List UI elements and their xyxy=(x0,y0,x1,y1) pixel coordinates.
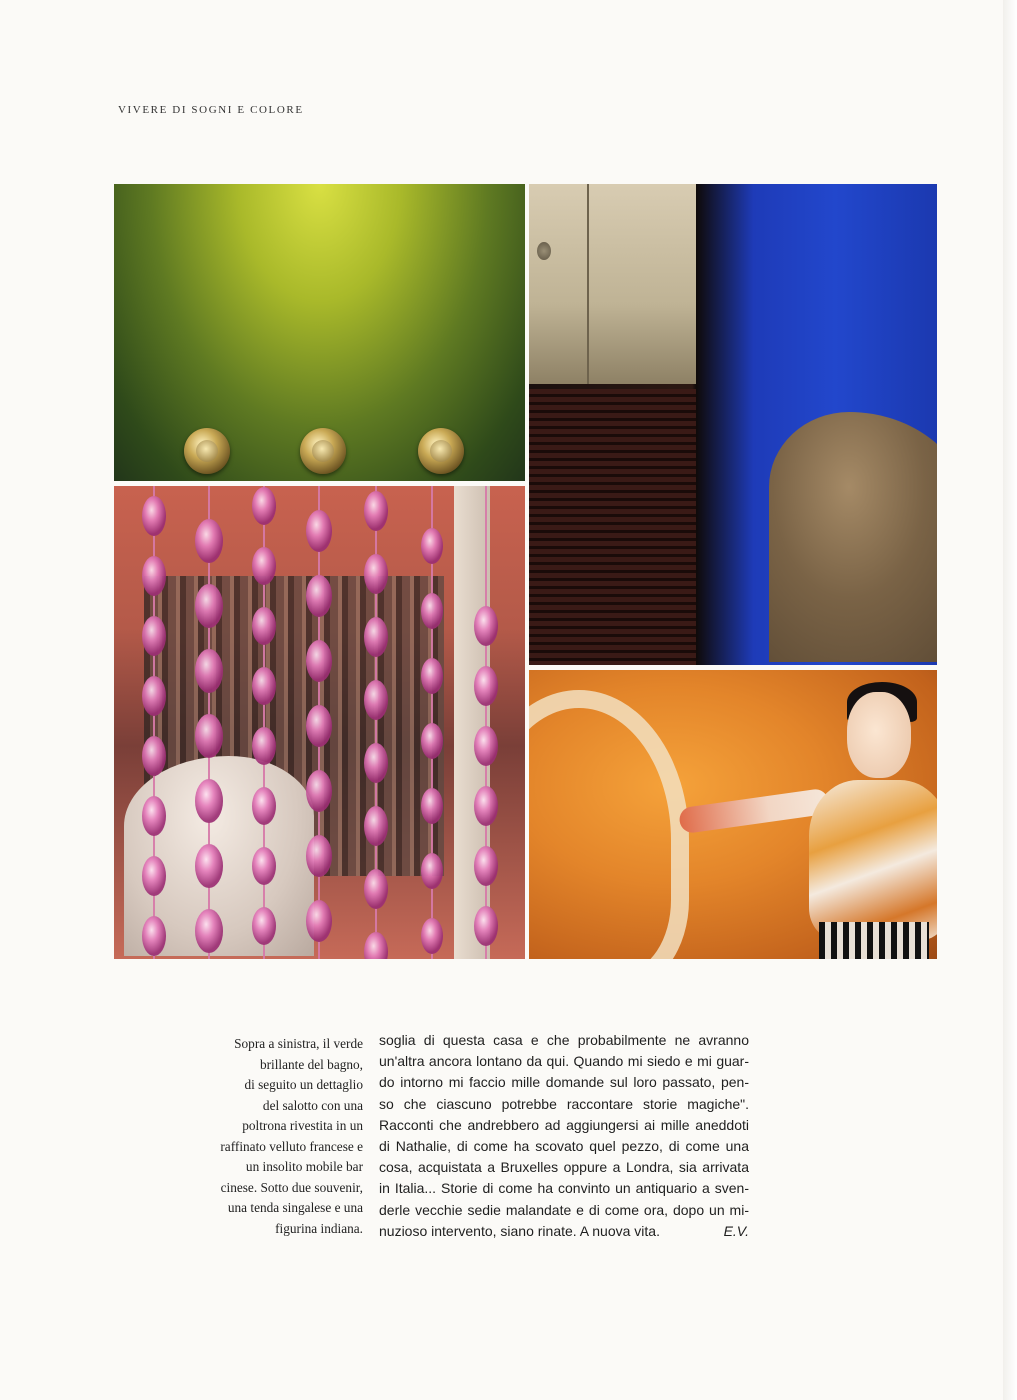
body-line: so che ciascuno potrebbe raccontare storie magiche". xyxy=(379,1095,749,1112)
body-line: in Italia... Storie di come ha convinto un antiquario a sven- xyxy=(379,1180,749,1197)
velvet-armchair xyxy=(769,412,937,662)
caption-line: di seguito un dettaglio xyxy=(244,1077,363,1092)
photo-salon-chair xyxy=(529,184,937,665)
caption-line: una tenda singalese e una xyxy=(227,1200,363,1215)
cabinet-doors xyxy=(529,184,696,384)
photo-indian-figurine xyxy=(529,670,937,959)
body-line: do intorno mi faccio mille domande sul loro passato, pen- xyxy=(379,1074,749,1091)
running-head: VIVERE DI SOGNI E COLORE xyxy=(118,104,304,116)
body-line: nuzioso intervento, siano rinate. A nuova vita. xyxy=(379,1222,660,1239)
article-body xyxy=(379,1030,749,1242)
figurine-head xyxy=(847,692,911,778)
caption-line: cinese. Sotto due souvenir, xyxy=(220,1179,363,1195)
caption-line: brillante del bagno, xyxy=(259,1056,363,1072)
caption-line: figurina indiana. xyxy=(275,1220,363,1236)
body-line: cosa, acquistata a Bruxelles oppure a Londra, sia arrivata xyxy=(379,1159,749,1176)
tap-left-icon xyxy=(184,428,230,474)
tap-right-icon xyxy=(418,428,464,474)
caption-line: del salotto con una xyxy=(262,1097,363,1113)
caption-line: raffinato velluto francese e xyxy=(220,1138,363,1154)
photo-bead-curtain xyxy=(114,486,525,959)
photo-caption xyxy=(200,1034,363,1239)
tap-center-icon xyxy=(300,428,346,474)
cabinet-knob-icon xyxy=(537,242,551,260)
bar-cabinet-shutter xyxy=(529,389,696,665)
figurine-base xyxy=(819,922,929,959)
body-line: soglia di questa casa e che probabilmente ne avranno xyxy=(379,1032,749,1048)
body-line: di Nathalie, di come ha scovato quel pezzo, di come una xyxy=(379,1138,749,1155)
figurine-arm xyxy=(678,788,830,835)
caption-line: Sopra a sinistra, il verde xyxy=(234,1036,363,1051)
body-line: Racconti che andrebbero ad aggiungersi ai mille aneddoti xyxy=(379,1116,749,1133)
caption-line: poltrona rivestita in un xyxy=(242,1118,363,1133)
figurine-body xyxy=(809,780,937,940)
body-line: un'altra ancora lontano da qui. Quando mi siedo e mi guar- xyxy=(379,1053,749,1070)
body-line: derle vecchie sedie malandate e di come ora, dopo un mi- xyxy=(379,1201,749,1218)
author-signature: E.V. xyxy=(723,1222,749,1239)
body-last-line xyxy=(379,1221,749,1242)
page-edge xyxy=(1003,0,1017,1400)
cabinet-split xyxy=(587,184,589,384)
caption-line: un insolito mobile bar xyxy=(245,1159,363,1174)
bead-strands xyxy=(114,486,525,959)
mirror-frame xyxy=(529,690,689,959)
